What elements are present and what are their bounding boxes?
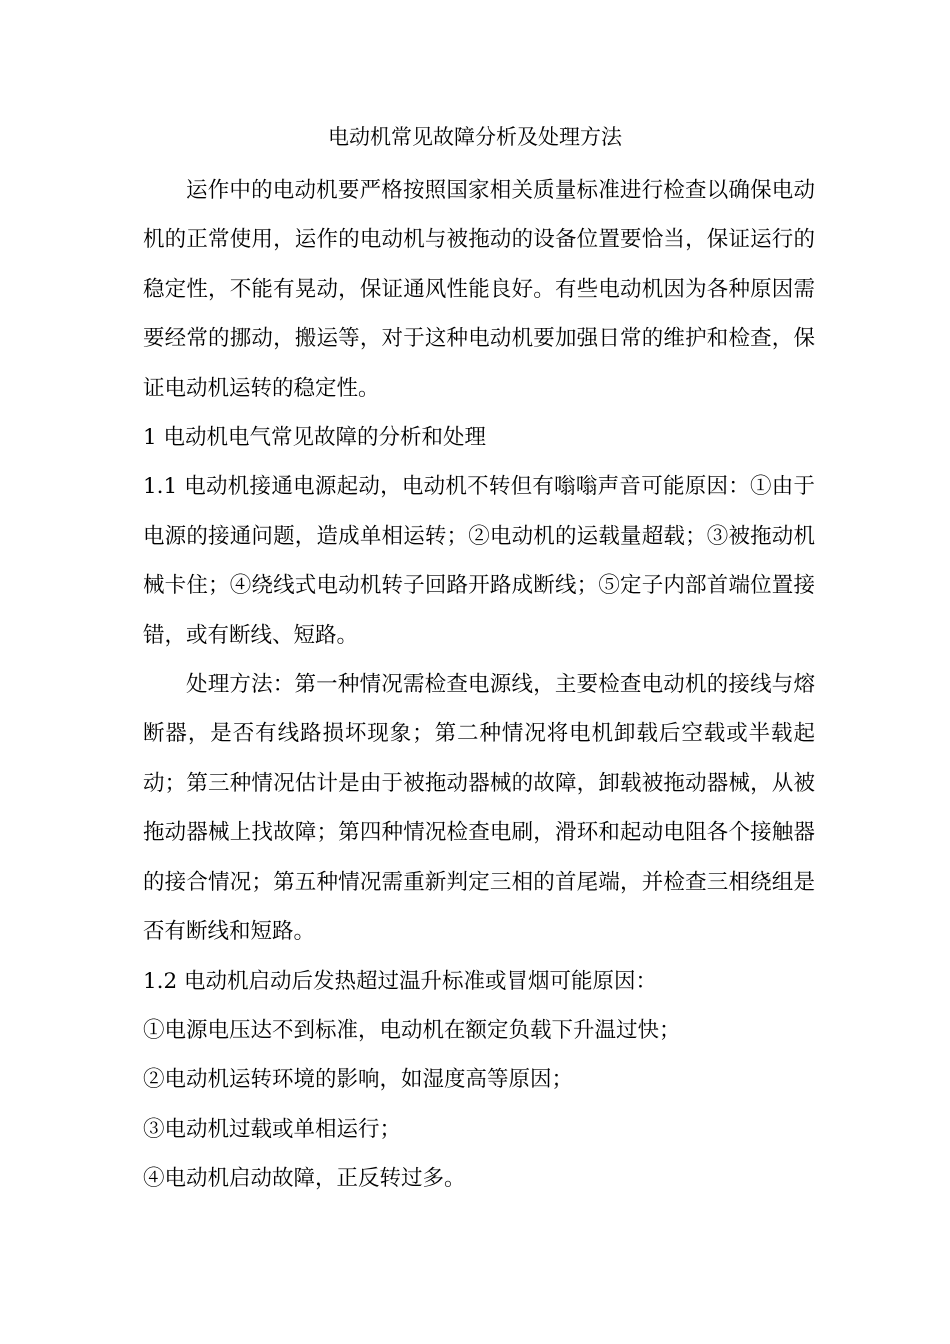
document-body bbox=[143, 166, 815, 1204]
intro-paragraph: 运作中的电动机要严格按照国家相关质量标准进行检查以确保电动机的正常使用，运作的电动机与被拖动的设备位置要恰当，保证运行的稳定性，不能有晃动，保证通风性能良好。有些电动机因为各种原因需要经常的挪动，搬运等，对于这种电动机要加强日常的维护和检查，保证电动机运转的稳定性。 bbox=[143, 178, 815, 401]
treatment-method-paragraph: 处理方法：第一种情况需检查电源线，主要检查电动机的接线与熔断器，是否有线路损坏现象；第二种情况将电机卸载后空载或半载起动；第三种情况估计是由于被拖动器械的故障，卸载被拖动器械，从被拖动器械上找故障；第四种情况检查电刷，滑环和起动电阻各个接触器的接合情况；第五种情况需重新判定三相的首尾端，并检查三相绕组是否有断线和短路。 bbox=[143, 672, 815, 945]
cause-item: ④电动机启动故障，正反转过多。 bbox=[143, 1166, 466, 1192]
document-title: 电动机常见故障分析及处理方法 bbox=[328, 125, 622, 149]
cause-item: ①电源电压达不到标准，电动机在额定负载下升温过快； bbox=[143, 1017, 681, 1043]
cause-item: ②电动机运转环境的影响，如湿度高等原因； bbox=[143, 1067, 574, 1093]
section-1-2-paragraph: 1.2 电动机启动后发热超过温升标准或冒烟可能原因： bbox=[143, 968, 658, 994]
cause-item: ③电动机过载或单相运行； bbox=[143, 1116, 402, 1142]
section-heading-1: 1 电动机电气常见故障的分析和处理 bbox=[143, 425, 487, 451]
section-1-1-paragraph: 1.1 电动机接通电源起动，电动机不转但有嗡嗡声音可能原因：①由于电源的接通问题，造成单相运转；②电动机的运载量超载；③被拖动机械卡住；④绕线式电动机转子回路开路成断线；⑤定子内部首端位置接错，或有断线、短路。 bbox=[143, 474, 815, 648]
